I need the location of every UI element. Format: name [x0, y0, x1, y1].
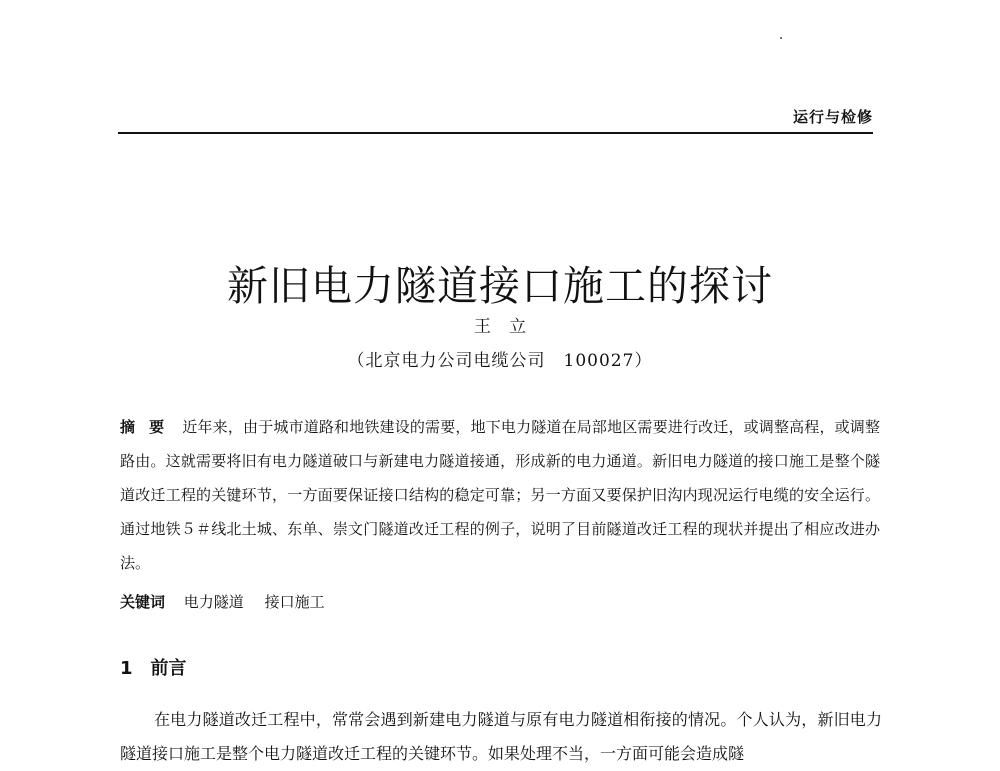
- column-label: 运行与检修: [792, 108, 873, 126]
- keywords-label: 关键词: [120, 593, 166, 611]
- section-number: 1: [120, 658, 133, 679]
- author-name: 王立: [474, 317, 544, 337]
- author-affiliation: （北京电力公司电缆公司 100027）: [347, 351, 653, 371]
- section-heading: [120, 654, 187, 680]
- abstract-block: [120, 410, 880, 580]
- abstract-text: 近年来，由于城市道路和地铁建设的需要，地下电力隧道在局部地区需要进行改迁，或调整高程，或调整路由。这就需要将旧有电力隧道破口与新建电力隧道接通，形成新的电力通道。新旧电力隧道的接口施工是整个隧道改迁工程的关键环节，一方面要保证接口结构的稳定可靠；另一方面又要保护旧沟内现况运行电缆的安全运行。通过地铁５＃线北土城、东单、崇文门隧道改迁工程的例子，说明了目前隧道改迁工程的现状并提出了相应改进办法。: [120, 418, 880, 572]
- section-title: 前言: [150, 658, 187, 679]
- abstract-label: 摘要: [120, 418, 179, 436]
- scan-speck: [780, 37, 782, 39]
- keyword-item: 接口施工: [264, 593, 325, 611]
- keyword-item: 电力隧道: [183, 593, 244, 611]
- body-paragraph: 在电力隧道改迁工程中，常常会遇到新建电力隧道与原有电力隧道相衔接的情况。个人认为，新旧电力隧道接口施工是整个电力隧道改迁工程的关键环节。如果处理不当，一方面可能会造成隧: [120, 710, 882, 763]
- header-rule: [118, 132, 873, 134]
- keywords-block: [120, 589, 880, 615]
- paper-title: 新旧电力隧道接口施工的探讨: [227, 262, 773, 311]
